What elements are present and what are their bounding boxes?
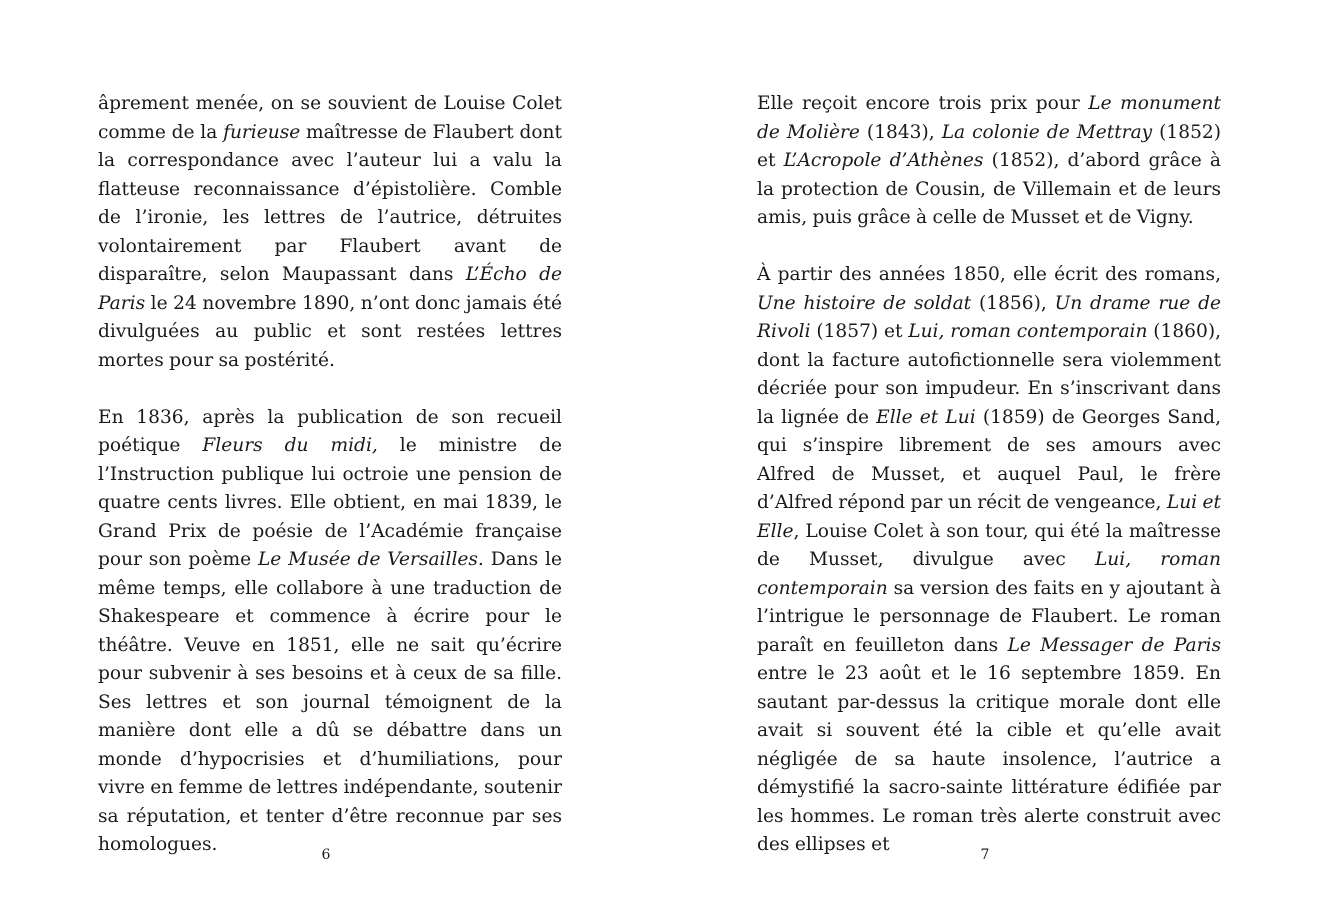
- text-run: Dans le même temps, elle collabore à une traduction de Shakespeare et commence à écrire pour le théâtre. Veuve en 1851, elle ne sait qu’écrire pour subvenir à ses besoins et à ceux de sa fille. Ses lettres et son journal témoignent de la manière dont elle a dû se débattre dans un monde d’hypocrisies et d’humiliations, pour vivre en femme de lettres indépendante, soutenir sa réputation, et tenter d’être reconnue par ses homologues.: [98, 549, 562, 855]
- italic-title: Le Musée de Versailles.: [257, 549, 484, 570]
- italic-title: Le monument de Molière: [757, 93, 1222, 143]
- right-page: [659, 0, 1318, 903]
- paragraph: [757, 261, 1221, 860]
- text-run: (1856),: [971, 292, 1055, 314]
- text-run: le ministre de l’Instruction publique lui octroie une pension de quatre cents livres. Elle obtient, en mai 1839, le Grand Prix de poésie de l’Académie française pour son poème: [98, 435, 563, 570]
- italic-title: Une histoire de soldat: [757, 292, 972, 314]
- text-run: entre le 23 août et le 16 septembre 1859. En sautant par-dessus la critique morale dont elle avait si souvent été la cible et qu’elle avait négligée de sa haute insolence, l’autrice a démystifié la sacro-sainte littérature édifiée par les hommes. Le roman très alerte construit avec des ellipses et: [757, 663, 1221, 855]
- text-run: le 24 novembre 1890, n’ont donc jamais été divulguées au public et sont restées lettres mortes pour sa postérité.: [98, 292, 562, 371]
- page-number-left: 6: [321, 847, 331, 863]
- text-run: À partir des années 1850, elle écrit des romans,: [757, 264, 1221, 285]
- italic-title: La colonie de Mettray: [941, 121, 1153, 143]
- text-run: (1859) de Georges Sand, qui s’inspire librement de ses amours avec Alfred de Musset, et auquel Paul, le frère d’Alfred répond par un récit de vengeance,: [757, 406, 1221, 513]
- italic-title: Le Messager de Paris: [1007, 634, 1221, 656]
- italic-title: Lui, roman contemporain: [908, 321, 1148, 342]
- italic-title: Lui et Elle: [757, 492, 1221, 542]
- text-run: Elle reçoit encore trois prix pour: [757, 93, 1089, 114]
- paragraph: [98, 404, 562, 860]
- text-run: (1852) et: [757, 121, 1221, 171]
- right-page-body: [757, 90, 1221, 860]
- text-run: (1852), d’abord grâce à la protection de Cousin, de Villemain et de leurs amis, puis grâce à celle de Musset et de Vigny.: [757, 150, 1222, 228]
- text-run: âprement menée, on se souvient de Louise Colet comme de la: [98, 93, 562, 143]
- text-run: , Louise Colet à son tour, qui été la maîtresse de Musset, divulgue avec: [757, 520, 1221, 570]
- text-run: (1857) et: [810, 321, 909, 342]
- italic-title: L’Acropole d’Athènes: [783, 150, 984, 171]
- italic-title: Fleurs du midi,: [202, 435, 378, 456]
- page-number-right: 7: [980, 847, 990, 863]
- paragraph: [757, 90, 1221, 233]
- text-run: sa version des faits en y ajoutant à l’intrigue le personnage de Flaubert. Le roman paraît en feuilleton dans: [757, 577, 1221, 656]
- italic-title: L’Écho de Paris: [98, 264, 562, 314]
- italic-title: furieuse: [223, 121, 301, 143]
- left-page-body: [98, 90, 562, 860]
- italic-title: Un drame rue de Rivoli: [757, 292, 1221, 342]
- text-run: En 1836, après la publication de son recueil poétique: [98, 406, 562, 456]
- italic-title: Elle et Lui: [876, 406, 976, 428]
- text-run: (1843),: [859, 121, 942, 143]
- text-run: maîtresse de Flaubert dont la correspondance avec l’auteur lui a valu la flatteuse reconnaissance d’épistolière. Comble de l’ironie, les lettres de l’autrice, détruites volontairement par Flaubert avant de disparaître, selon Maupassant dans: [98, 121, 563, 285]
- paragraph: [98, 90, 562, 375]
- italic-title: Lui, roman contemporain: [757, 549, 1221, 599]
- text-run: (1860), dont la facture autofictionnelle sera violemment décriée pour son impudeur. En s’inscrivant dans la lignée de: [757, 321, 1221, 428]
